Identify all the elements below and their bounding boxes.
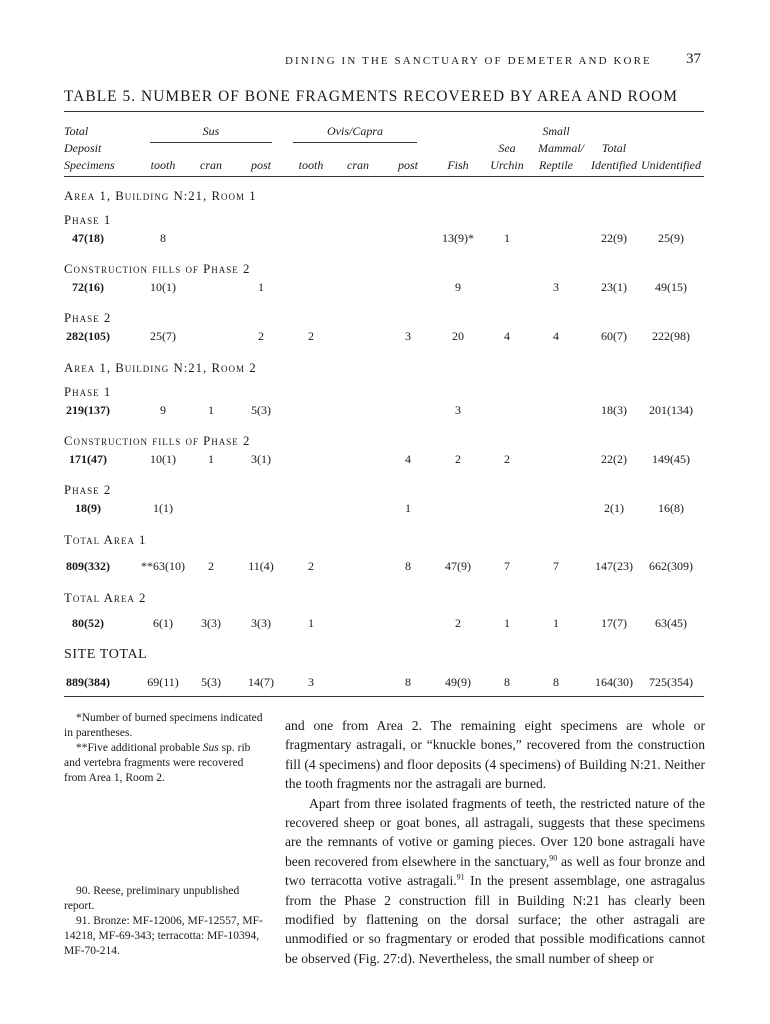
section-total-area1: Total Area 1 (64, 533, 147, 547)
table-cell-urchin: 1 (504, 231, 510, 245)
header-identified-2: Identified (591, 158, 637, 172)
table-cell-unidentified: 25(9) (658, 231, 684, 245)
header-total-3: Specimens (64, 158, 115, 172)
table-cell-sus-tooth: 69(11) (147, 675, 179, 689)
table-cell-identified: 17(7) (601, 616, 627, 630)
table-cell-total: 47(18) (72, 231, 104, 245)
table-cell-unidentified: 16(8) (658, 501, 684, 515)
header-sea: Sea (498, 141, 516, 155)
table-cell-sus-post: 1 (258, 280, 264, 294)
table-cell-sus-tooth: 25(7) (150, 329, 176, 343)
table-cell-unidentified: 201(134) (649, 403, 693, 417)
footnote-ref-91[interactable]: 91 (456, 872, 465, 882)
table-cell-total: 219(137) (66, 403, 110, 417)
section-construction-fills: Construction fills of Phase 2 (64, 434, 251, 448)
table-cell-ovis-post: 1 (405, 501, 411, 515)
sus-group-rule (150, 142, 272, 143)
table-cell-sus-tooth: 6(1) (153, 616, 173, 630)
table-cell-fish: 13(9)* (442, 231, 474, 245)
body-paragraph-2-a: Apart from three isolated fragments of teeth, the restricted nature of the recovered sheep or goat bones, all astragali, suggests that these specimens are the remnants of votive or gaming pieces. Over 120 bone astragali have been recovered from elsewhere in the sanctuary, (285, 795, 705, 869)
section-site-total: SITE TOTAL (64, 647, 148, 662)
table-cell-ovis-post: 4 (405, 452, 411, 466)
table-cell-fish: 2 (455, 616, 461, 630)
table-cell-unidentified: 149(45) (652, 452, 690, 466)
header-sus-post: post (250, 158, 272, 172)
table-cell-identified: 18(3) (601, 403, 627, 417)
table-cell-ovis-tooth: 3 (308, 675, 314, 689)
header-reptile: Reptile (539, 158, 573, 172)
table-cell-ovis-post: 8 (405, 675, 411, 689)
table-cell-unidentified: 222(98) (652, 329, 690, 343)
table-cell-small: 8 (553, 675, 559, 689)
table-cell-total: 18(9) (75, 501, 101, 515)
header-urchin: Urchin (490, 158, 524, 172)
table-cell-unidentified: 49(15) (655, 280, 687, 294)
table-cell-sus-tooth: 1(1) (153, 501, 173, 515)
footnote-90: 90. Reese, preliminary unpublished report. (64, 885, 240, 912)
table-cell-fish: 2 (455, 452, 461, 466)
table-cell-identified: 60(7) (601, 329, 627, 343)
table-cell-urchin: 1 (504, 616, 510, 630)
table-cell-identified: 23(1) (601, 280, 627, 294)
footnote-sus-genus: Sus (202, 742, 219, 754)
table-cell-unidentified: 725(354) (649, 675, 693, 689)
section-phase2: Phase 2 (64, 311, 112, 325)
table-cell-sus-post: 3(3) (251, 616, 271, 630)
table-cell-urchin: 8 (504, 675, 510, 689)
section-phase1: Phase 1 (64, 385, 112, 399)
table-cell-sus-post: 5(3) (251, 403, 271, 417)
table-cell-small: 7 (553, 559, 559, 573)
table-cell-urchin: 7 (504, 559, 510, 573)
table-cell-urchin: 4 (504, 329, 510, 343)
table-cell-sus-post: 3(1) (251, 452, 271, 466)
table-footnotes (64, 711, 264, 786)
table-cell-total: 171(47) (69, 452, 107, 466)
ovis-group-rule (293, 142, 417, 143)
table-cell-sus-tooth: 9 (160, 403, 166, 417)
body-paragraph-2-b: as well as four bronze and two terracotta votive astragali. (285, 853, 705, 889)
table-cell-small: 3 (553, 280, 559, 294)
running-head: DINING IN THE SANCTUARY OF DEMETER AND KORE (285, 55, 652, 67)
table-cell-identified: 22(9) (601, 231, 627, 245)
section-construction-fills: Construction fills of Phase 2 (64, 262, 251, 276)
section-area1-room2: Area 1, Building N:21, Room 2 (64, 361, 257, 375)
page-footnotes (64, 884, 264, 959)
page-number: 37 (686, 51, 701, 67)
table-cell-small: 4 (553, 329, 559, 343)
section-phase2: Phase 2 (64, 483, 112, 497)
table-cell-ovis-tooth: 2 (308, 329, 314, 343)
table-cell-identified: 147(23) (595, 559, 633, 573)
header-fish: Fish (447, 158, 469, 172)
table-bottom-rule (64, 696, 704, 697)
body-paragraph-2 (285, 794, 705, 969)
table-title: TABLE 5. NUMBER OF BONE FRAGMENTS RECOVERED BY AREA AND ROOM (64, 88, 679, 105)
table-cell-unidentified: 662(309) (649, 559, 693, 573)
table-cell-fish: 3 (455, 403, 461, 417)
table-cell-identified: 2(1) (604, 501, 624, 515)
table-cell-small: 1 (553, 616, 559, 630)
table-cell-total: 282(105) (66, 329, 110, 343)
table-cell-sus-cran: 3(3) (201, 616, 221, 630)
section-phase1: Phase 1 (64, 213, 112, 227)
footnote-91: 91. Bronze: MF-12006, MF-12557, MF-14218, MF-69-343; terracotta: MF-10394, MF-70-214. (64, 915, 263, 957)
table-cell-sus-tooth: **63(10) (141, 559, 185, 573)
header-total-2: Deposit (64, 141, 102, 155)
table-cell-fish: 20 (452, 329, 464, 343)
table-cell-sus-cran: 5(3) (201, 675, 221, 689)
table-cell-sus-post: 2 (258, 329, 264, 343)
table-cell-fish: 49(9) (445, 675, 471, 689)
table-cell-total: 80(52) (72, 616, 104, 630)
table-cell-ovis-tooth: 2 (308, 559, 314, 573)
table-cell-sus-tooth: 10(1) (150, 452, 176, 466)
table-cell-sus-cran: 1 (208, 452, 214, 466)
header-sus: Sus (202, 124, 220, 138)
footnote-sus-suffix: sp. rib and vertebra fragments were recovered from Area 1, Room 2. (64, 742, 251, 784)
body-paragraph-2-c: In the present assemblage, one astragalus from the Phase 2 construction fill in Building N:21 has clearly been modified by flattening on the dorsal surface; the other astragali are unmodified or so fragmentary or eroded that possible modifications cannot be observed (Fig. 27:d). Nevertheless, the small number of sheep or (285, 873, 705, 966)
header-small: Small (542, 124, 570, 138)
table-cell-sus-post: 14(7) (248, 675, 274, 689)
table-cell-fish: 9 (455, 280, 461, 294)
body-paragraph-1: and one from Area 2. The remaining eight specimens are whole or fragmentary astragali, or “knuckle bones,” recovered from the construction fill (4 specimens) and floor deposits (4 specimens) of Building N:21. Neither the tooth fragments nor the astragali are burned. (285, 718, 705, 792)
table-cell-sus-cran: 1 (208, 403, 214, 417)
table-cell-fish: 47(9) (445, 559, 471, 573)
header-rule (64, 176, 704, 177)
table-cell-identified: 22(2) (601, 452, 627, 466)
footnote-ref-90[interactable]: 90 (549, 853, 558, 863)
body-text (285, 716, 705, 968)
table-cell-ovis-post: 3 (405, 329, 411, 343)
footnote-sus (64, 741, 264, 786)
header-unidentified: Unidentified (641, 158, 701, 172)
header-sus-cran: cran (200, 158, 222, 172)
table-cell-sus-cran: 2 (208, 559, 214, 573)
header-sus-tooth: tooth (150, 158, 176, 172)
table-cell-sus-tooth: 8 (160, 231, 166, 245)
table-cell-sus-tooth: 10(1) (150, 280, 176, 294)
header-ovis-capra: Ovis/Capra (326, 124, 384, 138)
header-identified-1: Total (601, 141, 627, 155)
header-ovis-cran: cran (347, 158, 369, 172)
section-total-area2: Total Area 2 (64, 591, 147, 605)
table-cell-total: 809(332) (66, 559, 110, 573)
footnote-sus-prefix: **Five additional probable (76, 742, 203, 754)
table-cell-total: 72(16) (72, 280, 104, 294)
table-top-rule (64, 111, 704, 112)
header-mammal: Mammal/ (538, 141, 584, 155)
table-cell-total: 889(384) (66, 675, 110, 689)
table-cell-sus-post: 11(4) (248, 559, 274, 573)
table-cell-identified: 164(30) (595, 675, 633, 689)
section-area1-room1: Area 1, Building N:21, Room 1 (64, 189, 257, 203)
footnote-burned: *Number of burned specimens indicated in parentheses. (64, 712, 263, 739)
header-ovis-tooth: tooth (298, 158, 324, 172)
table-cell-unidentified: 63(45) (655, 616, 687, 630)
header-ovis-post: post (397, 158, 419, 172)
table-cell-ovis-post: 8 (405, 559, 411, 573)
table-cell-urchin: 2 (504, 452, 510, 466)
table-cell-ovis-tooth: 1 (308, 616, 314, 630)
header-total-1: Total (64, 124, 89, 138)
